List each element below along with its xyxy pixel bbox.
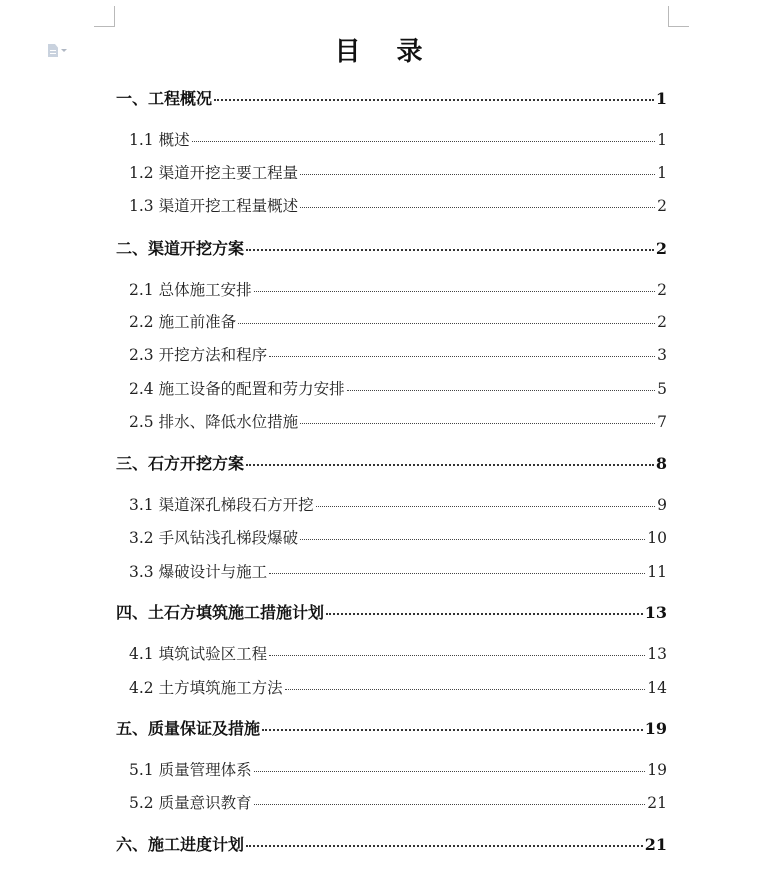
toc-entry-label: 五、质量保证及措施 [116,719,261,738]
toc-dot-leader [269,573,645,574]
toc-entry-label: 1.1 概述 [129,131,190,149]
toc-chapter-entry[interactable] [116,453,667,475]
toc-section-entry[interactable] [129,378,667,400]
toc-entry-label: 二、渠道开挖方案 [116,239,245,258]
toc-page-number: 7 [657,413,667,431]
toc-entry-label: 4.1 填筑试验区工程 [129,645,268,663]
toc-page-number: 2 [655,239,667,258]
toc-entry-label: 一、工程概况 [116,89,213,108]
toc-page-number: 21 [644,835,667,854]
toc-chapter-entry[interactable] [116,718,667,740]
toc-section-entry[interactable] [129,311,667,333]
toc-chapter-entry[interactable] [116,88,667,110]
toc-section-entry[interactable] [129,759,667,781]
toc-title-char: 目 [334,37,361,67]
toc-page-number: 21 [647,794,667,812]
toc-page-number: 9 [657,496,667,514]
toc-page-number: 8 [655,454,667,473]
toc-dot-leader [192,141,656,142]
toc-entry-label: 2.2 施工前准备 [129,313,237,331]
toc-chapter-entry[interactable] [116,602,667,624]
toc-entry-label: 2.5 排水、降低水位措施 [129,413,299,431]
toc-page-number: 5 [657,380,667,398]
toc-title-char: 录 [396,37,423,67]
toc-page-number: 1 [655,89,667,108]
toc-entry-label: 1.3 渠道开挖工程量概述 [129,197,299,215]
toc-dot-leader [254,291,656,292]
toc-entry-label: 3.3 爆破设计与施工 [129,563,268,581]
toc-page-number: 14 [647,679,667,697]
toc-entry-label: 5.1 质量管理体系 [129,761,252,779]
toc-dot-leader [246,845,643,847]
toc-dot-leader [326,613,643,615]
toc-section-entry[interactable] [129,129,667,151]
toc-dot-leader [246,249,654,251]
toc-page-number: 19 [644,719,667,738]
toc-entry-label: 3.2 手风钻浅孔梯段爆破 [129,529,299,547]
toc-dot-leader [246,464,654,466]
toc-section-entry[interactable] [129,344,667,366]
toc-page-number: 2 [657,313,667,331]
toc-dot-leader [285,689,646,690]
toc-page-number: 1 [657,131,667,149]
toc-section-entry[interactable] [129,162,667,184]
toc-chapter-entry[interactable] [116,834,667,856]
toc-dot-leader [262,729,643,731]
toc-section-entry[interactable] [129,561,667,583]
toc-dot-leader [316,506,656,507]
toc-dot-leader [300,207,655,208]
toc-entry-label: 2.3 开挖方法和程序 [129,346,268,364]
toc-dot-leader [269,356,655,357]
toc-section-entry[interactable] [129,792,667,814]
toc-page-number: 10 [647,529,667,547]
toc-page-number: 2 [657,197,667,215]
toc-dot-leader [269,655,645,656]
toc-dot-leader [300,174,655,175]
toc-entry-label: 三、石方开挖方案 [116,454,245,473]
toc-entry-label: 1.2 渠道开挖主要工程量 [129,164,299,182]
toc-page-number: 11 [647,563,667,581]
toc-page-number: 3 [657,346,667,364]
toc-dot-leader [214,99,654,101]
toc-page-number: 1 [657,164,667,182]
toc-dot-leader [300,539,645,540]
toc-dot-leader [254,771,646,772]
toc-entry-label: 4.2 土方填筑施工方法 [129,679,283,697]
toc-section-entry[interactable] [129,494,667,516]
toc-entry-label: 四、土石方填筑施工措施计划 [116,603,325,622]
toc-entry-label: 5.2 质量意识教育 [129,794,252,812]
toc-section-entry[interactable] [129,195,667,217]
toc-dot-leader [238,323,655,324]
toc-dot-leader [347,390,656,391]
toc-chapter-entry[interactable] [116,238,667,260]
toc-entry-label: 2.4 施工设备的配置和劳力安排 [129,380,345,398]
toc-page-number: 13 [644,603,667,622]
toc-page-number: 13 [647,645,667,663]
toc-dot-leader [300,423,655,424]
toc-section-entry[interactable] [129,411,667,433]
toc-entry-label: 3.1 渠道深孔梯段石方开挖 [129,496,314,514]
toc-entry-label: 2.1 总体施工安排 [129,281,252,299]
toc-dot-leader [254,804,646,805]
toc-page-number: 2 [657,281,667,299]
toc-entry-label: 六、施工进度计划 [116,835,245,854]
toc-section-entry[interactable] [129,643,667,665]
toc-section-entry[interactable] [129,677,667,699]
toc-page-number: 19 [647,761,667,779]
toc-section-entry[interactable] [129,279,667,301]
toc-section-entry[interactable] [129,527,667,549]
